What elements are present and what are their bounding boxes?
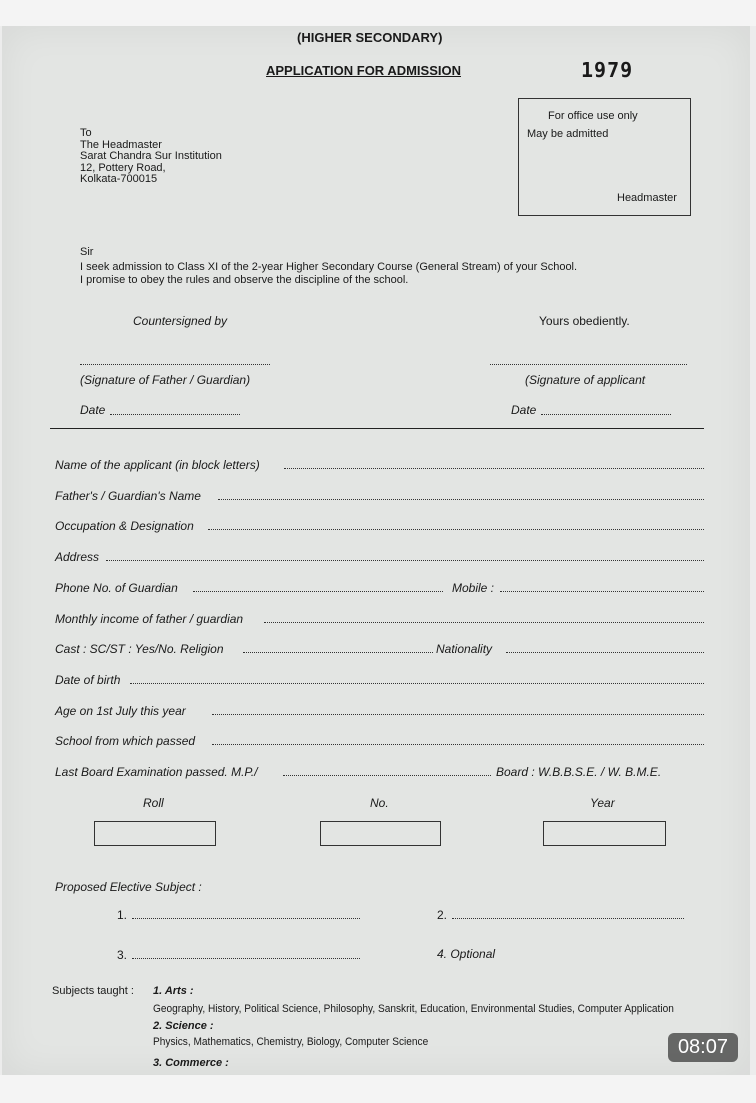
- last-exam-label: Last Board Examination passed. M.P./: [55, 765, 258, 779]
- no-label: No.: [370, 796, 389, 810]
- applicant-signature-label: (Signature of applicant: [525, 373, 646, 387]
- subjects-taught-label: Subjects taught :: [52, 985, 134, 997]
- elective-2-number: 2.: [437, 908, 448, 922]
- form-title: APPLICATION FOR ADMISSION: [266, 63, 461, 78]
- letter-line-2: I promise to obey the rules and observe the discipline of the school.: [80, 274, 409, 286]
- top-band: [0, 0, 756, 26]
- video-timestamp-overlay: 08:07: [668, 1033, 738, 1062]
- board-label: Board : W.B.B.S.E. / W. B.M.E.: [496, 765, 662, 779]
- occupation-label: Occupation & Designation: [55, 519, 194, 533]
- may-be-admitted: May be admitted: [527, 128, 609, 140]
- yours-obediently: Yours obediently.: [539, 314, 630, 328]
- arts-subjects: Geography, History, Political Science, Philosophy, Sanskrit, Education, Environmental Studies, Computer Application: [153, 1003, 674, 1015]
- guardian-name-label: Father's / Guardian's Name: [55, 489, 201, 503]
- occupation-field[interactable]: [208, 529, 704, 530]
- number-input-box[interactable]: [320, 821, 441, 846]
- applicant-name-label: Name of the applicant (in block letters): [55, 458, 260, 472]
- nationality-label: Nationality: [436, 642, 493, 656]
- elective-optional-label: 4. Optional: [437, 947, 496, 961]
- arts-heading: 1. Arts :: [153, 985, 194, 997]
- elective-3-field[interactable]: [132, 958, 360, 959]
- income-field[interactable]: [264, 622, 704, 623]
- applicant-signature-line[interactable]: [490, 364, 687, 365]
- phone-field[interactable]: [193, 591, 443, 592]
- date-label-right: Date: [511, 403, 537, 417]
- address-line: Sarat Chandra Sur Institution: [80, 150, 222, 162]
- last-exam-field[interactable]: [283, 775, 491, 776]
- date-field-left[interactable]: [110, 414, 240, 415]
- address-label: Address: [55, 550, 100, 564]
- address-line: The Headmaster: [80, 138, 162, 151]
- date-label-left: Date: [80, 403, 106, 417]
- guardian-signature-label: (Signature of Father / Guardian): [80, 373, 251, 387]
- religion-field[interactable]: [243, 652, 433, 653]
- applicant-name-field[interactable]: [284, 468, 704, 469]
- section-divider: [50, 428, 704, 429]
- roll-input-box[interactable]: [94, 821, 216, 846]
- countersigned-label: Countersigned by: [133, 314, 228, 328]
- school-field[interactable]: [212, 744, 704, 745]
- income-label: Monthly income of father / guardian: [55, 612, 244, 626]
- address-to: To: [80, 127, 92, 139]
- commerce-heading: 3. Commerce :: [153, 1057, 229, 1069]
- elective-heading: Proposed Elective Subject :: [55, 880, 202, 894]
- address-block: [80, 128, 222, 186]
- age-label: Age on 1st July this year: [55, 704, 186, 718]
- letter-line-1: I seek admission to Class XI of the 2-year Higher Secondary Course (General Stream) of your School.: [80, 261, 578, 273]
- mobile-field[interactable]: [500, 591, 704, 592]
- year-input-box[interactable]: [543, 821, 666, 846]
- form-number: 1979: [581, 58, 634, 82]
- headmaster-sign-label: Headmaster: [617, 192, 677, 204]
- bottom-band: [0, 1075, 756, 1103]
- elective-3-number: 3.: [117, 948, 128, 962]
- stream-heading: (HIGHER SECONDARY): [297, 30, 443, 45]
- guardian-name-field[interactable]: [218, 499, 704, 500]
- address-line: Kolkata-700015: [80, 173, 158, 185]
- science-heading: 2. Science :: [153, 1020, 214, 1032]
- elective-2-field[interactable]: [452, 918, 684, 919]
- caste-religion-label: Cast : SC/ST : Yes/No. Religion: [55, 642, 224, 656]
- nationality-field[interactable]: [506, 652, 704, 653]
- guardian-signature-line[interactable]: [80, 364, 270, 365]
- age-field[interactable]: [212, 714, 704, 715]
- office-use-label: For office use only: [548, 110, 638, 122]
- roll-label: Roll: [143, 796, 164, 810]
- date-field-right[interactable]: [541, 414, 671, 415]
- address-line: 12, Pottery Road,: [80, 161, 166, 174]
- address-field[interactable]: [106, 560, 704, 561]
- dob-label: Date of birth: [55, 673, 121, 687]
- science-subjects: Physics, Mathematics, Chemistry, Biology, Computer Science: [153, 1036, 429, 1048]
- school-label: School from which passed: [55, 734, 196, 748]
- elective-1-number: 1.: [117, 908, 128, 922]
- mobile-label: Mobile :: [452, 581, 495, 595]
- elective-1-field[interactable]: [132, 918, 360, 919]
- year-label: Year: [590, 796, 615, 810]
- salutation: Sir: [80, 246, 94, 258]
- dob-field[interactable]: [130, 683, 704, 684]
- phone-label: Phone No. of Guardian: [55, 581, 178, 595]
